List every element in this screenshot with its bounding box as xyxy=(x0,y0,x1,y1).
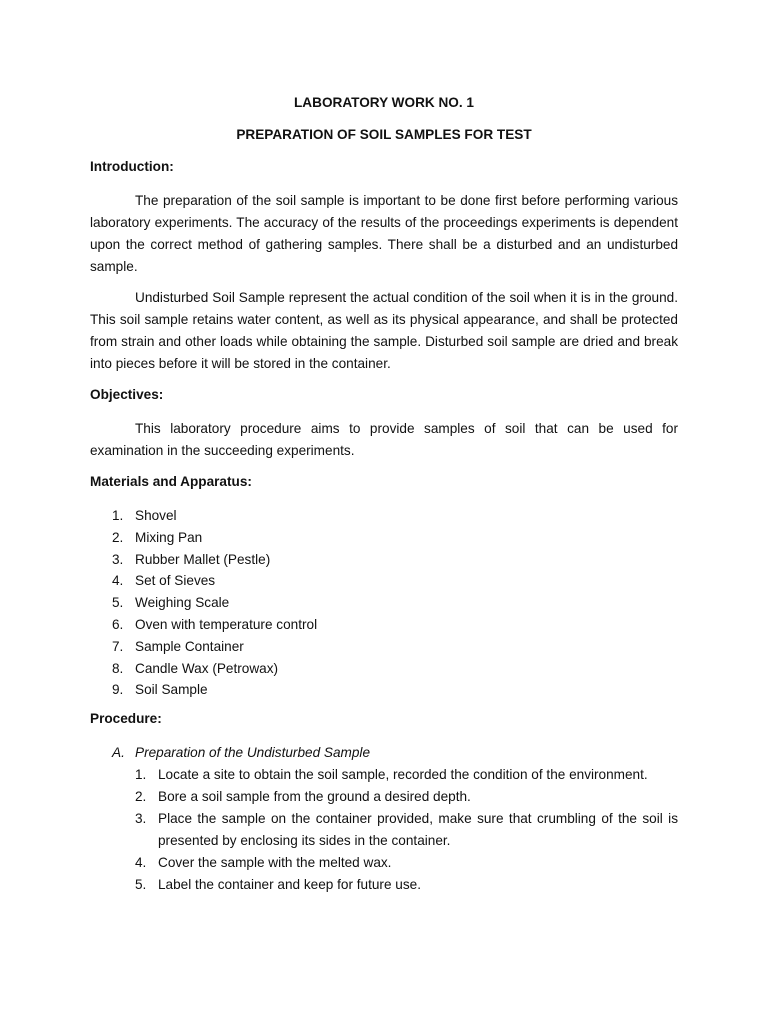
list-item xyxy=(90,505,678,527)
objectives-heading: Objectives: xyxy=(90,387,164,402)
list-item xyxy=(90,764,678,786)
procedure-steps-list xyxy=(90,764,678,896)
step-text: Label the container and keep for future use. xyxy=(158,877,421,893)
list-item xyxy=(90,614,678,636)
list-item xyxy=(90,527,678,549)
list-item xyxy=(90,658,678,680)
list-item xyxy=(90,636,678,658)
list-item-text: Candle Wax (Petrowax) xyxy=(135,660,279,676)
list-item xyxy=(90,592,678,614)
introduction-paragraph-2: Undisturbed Soil Sample represent the actual condition of the soil when it is in the ground. This soil sample retains water content, as well as its physical appearance, and shall be protected from strain and other loads while obtaining the sample. Disturbed soil sample are dried and break into pieces before it will be stored in the container. xyxy=(90,290,678,371)
document-title: LABORATORY WORK NO. 1 xyxy=(294,95,474,110)
list-number: 6. xyxy=(112,616,124,632)
procedure-section-a-title xyxy=(90,742,678,764)
introduction-paragraph-1: The preparation of the soil sample is important to be done first before performing various laboratory experiments. The accuracy of the results of the proceedings experiments is dependent upon the correct method of gathering samples. There shall be a disturbed and an undisturbed sample. xyxy=(90,193,678,274)
list-item xyxy=(90,679,678,701)
list-number: 2. xyxy=(112,529,124,545)
list-number: 4. xyxy=(112,573,124,589)
list-item-text: Oven with temperature control xyxy=(135,616,318,632)
list-item-text: Weighing Scale xyxy=(135,595,230,611)
procedure-heading: Procedure: xyxy=(90,711,162,727)
list-number: 3. xyxy=(112,551,124,567)
list-number: 9. xyxy=(112,682,124,698)
list-item xyxy=(90,570,678,592)
step-text: Cover the sample with the melted wax. xyxy=(158,855,392,871)
step-text: Bore a soil sample from the ground a desired depth. xyxy=(158,789,471,805)
list-item xyxy=(90,852,678,874)
step-text: Place the sample on the container provided, make sure that crumbling of the soil is presented by enclosing its sides in the container. xyxy=(158,811,678,849)
list-item xyxy=(90,808,678,852)
list-item-text: Mixing Pan xyxy=(135,529,203,545)
objectives-paragraph: This laboratory procedure aims to provide samples of soil that can be used for examination in the succeeding experiments. xyxy=(90,421,678,458)
step-number: 4. xyxy=(135,855,147,871)
section-letter: A. xyxy=(112,745,125,761)
materials-heading: Materials and Apparatus: xyxy=(90,474,252,489)
list-item-text: Sample Container xyxy=(135,638,244,654)
step-number: 3. xyxy=(135,811,147,827)
materials-list xyxy=(90,505,678,701)
list-number: 1. xyxy=(112,508,124,523)
list-item xyxy=(90,786,678,808)
document-page xyxy=(90,94,678,896)
step-number: 1. xyxy=(135,767,147,783)
list-item-text: Soil Sample xyxy=(135,682,208,698)
introduction-heading: Introduction: xyxy=(90,159,174,174)
list-number: 7. xyxy=(112,638,124,654)
list-item xyxy=(90,874,678,896)
list-item xyxy=(90,549,678,571)
list-item-text: Shovel xyxy=(135,508,177,523)
list-number: 5. xyxy=(112,595,124,611)
step-number: 2. xyxy=(135,789,147,805)
list-item-text: Set of Sieves xyxy=(135,573,216,589)
document-subtitle: PREPARATION OF SOIL SAMPLES FOR TEST xyxy=(236,127,532,142)
list-item-text: Rubber Mallet (Pestle) xyxy=(135,551,271,567)
step-number: 5. xyxy=(135,877,147,893)
list-number: 8. xyxy=(112,660,124,676)
section-title-text: Preparation of the Undisturbed Sample xyxy=(135,745,371,761)
step-text: Locate a site to obtain the soil sample, recorded the condition of the environment. xyxy=(158,767,648,783)
